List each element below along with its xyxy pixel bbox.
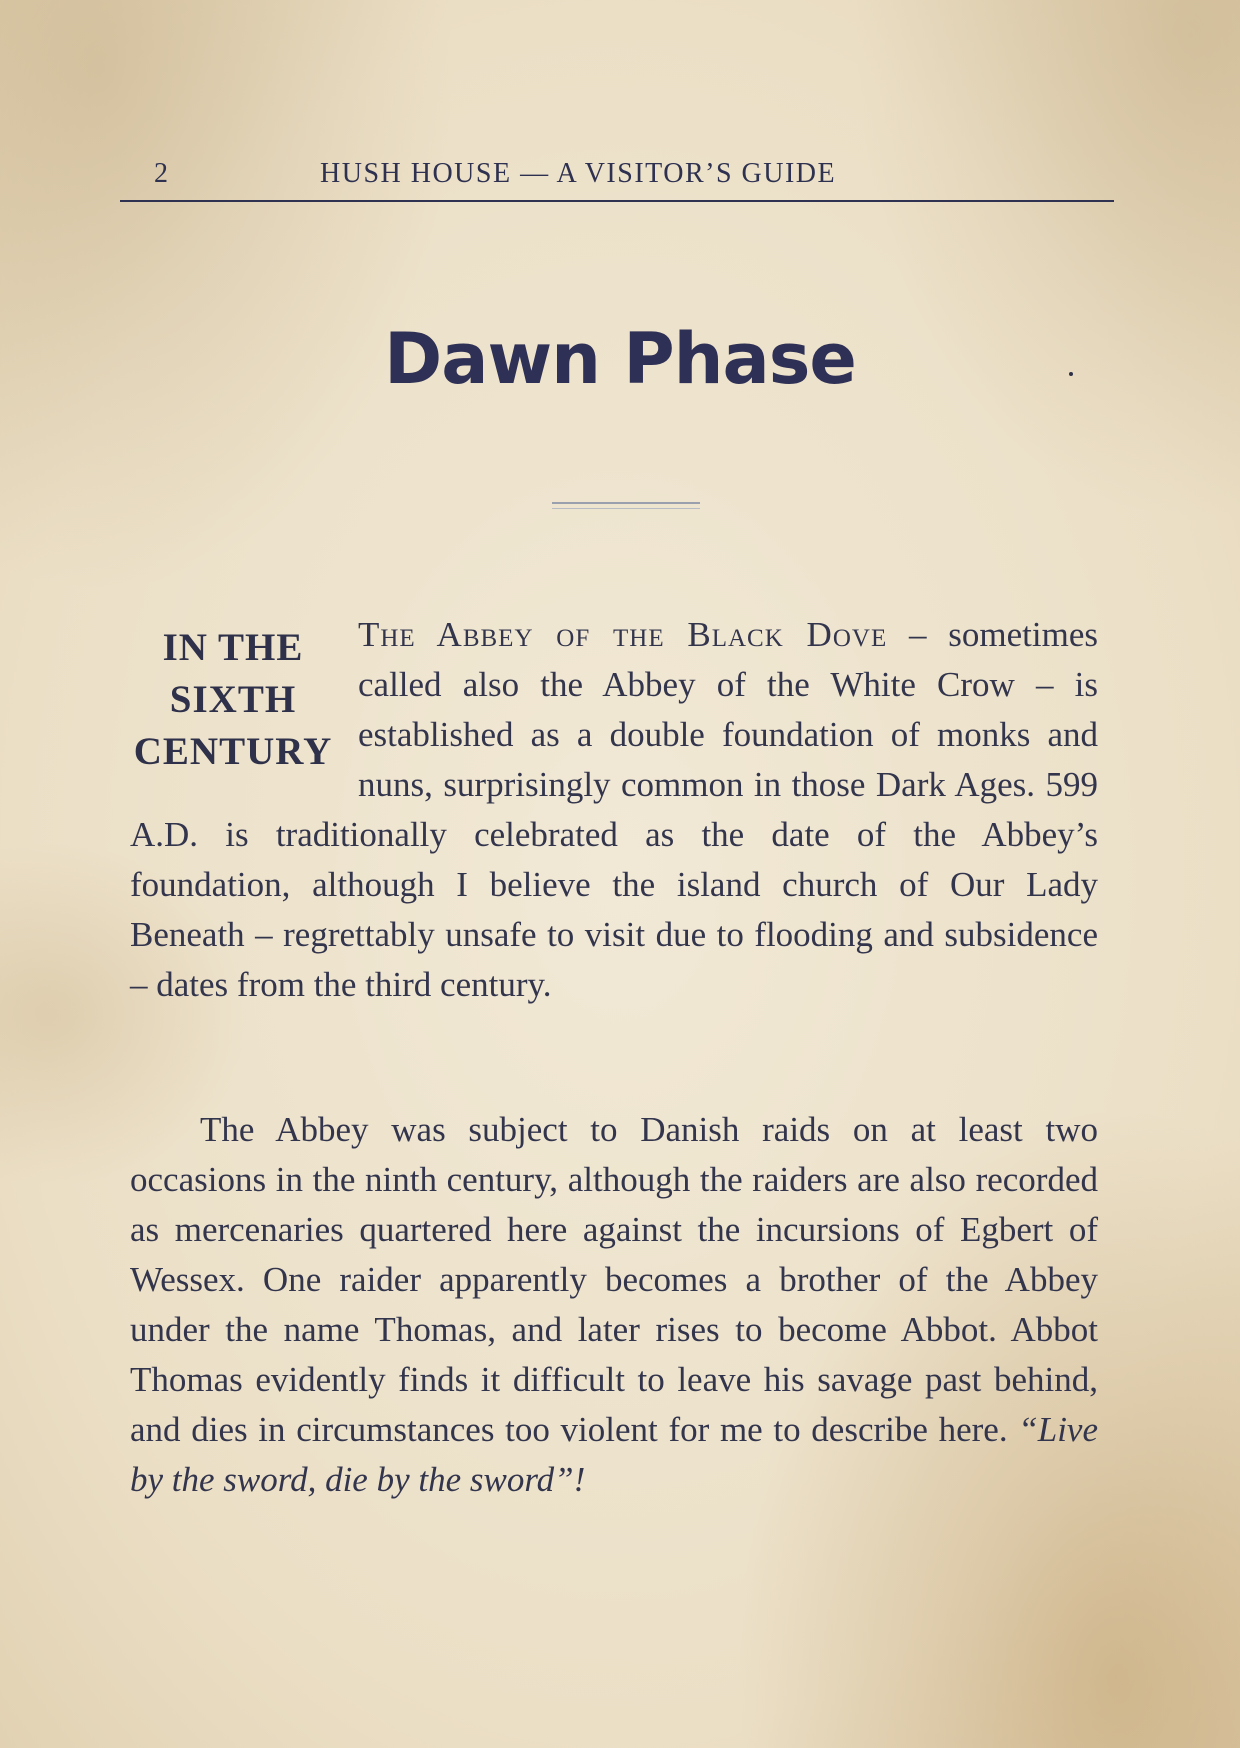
sidehead-space — [130, 610, 358, 810]
paragraph-lead-smallcaps: The Abbey of the Black Dove — [358, 615, 888, 654]
page-title: Dawn Phase — [384, 318, 856, 400]
sidehead-line: IN THE — [162, 626, 304, 669]
running-header — [120, 158, 1114, 202]
italic-quote: “Live by the sword, die by the sword”! — [130, 1410, 1098, 1499]
sidehead-line: CENTURY — [133, 730, 333, 773]
body-paragraph-2 — [130, 1105, 1098, 1505]
sidehead-line: SIXTH — [169, 678, 297, 721]
decorative-divider — [552, 502, 700, 509]
ink-speck — [1069, 372, 1073, 376]
paragraph-text: The Abbey was subject to Danish raids on at least two occasions in the ninth century, although the raiders are also recorded as mercenaries quartered here against the incursions of Egbert of Wessex. One raider apparently becomes a brother of the Abbey under the name Thomas, and later rises to become Abbot. Abbot Thomas evidently finds it difficult to leave his savage past behind, and dies in circumstances too violent for me to describe here. — [130, 1110, 1098, 1449]
body-paragraph-1 — [130, 610, 1098, 1010]
running-title: HUSH HOUSE — A VISITOR’S GUIDE — [320, 158, 837, 189]
paragraph-text: – sometimes called also the Abbey of the White Crow – is established as a double foundation of monks and nuns, surprisingly common in those Dark Ages. 599 A.D. is traditionally celebrated as the date of the Abbey’s foundation, although I believe the island church of Our Lady Beneath – regrettably unsafe to visit due to flooding and subsidence – dates from the third century. — [130, 615, 1098, 1004]
page-number: 2 — [154, 158, 169, 189]
